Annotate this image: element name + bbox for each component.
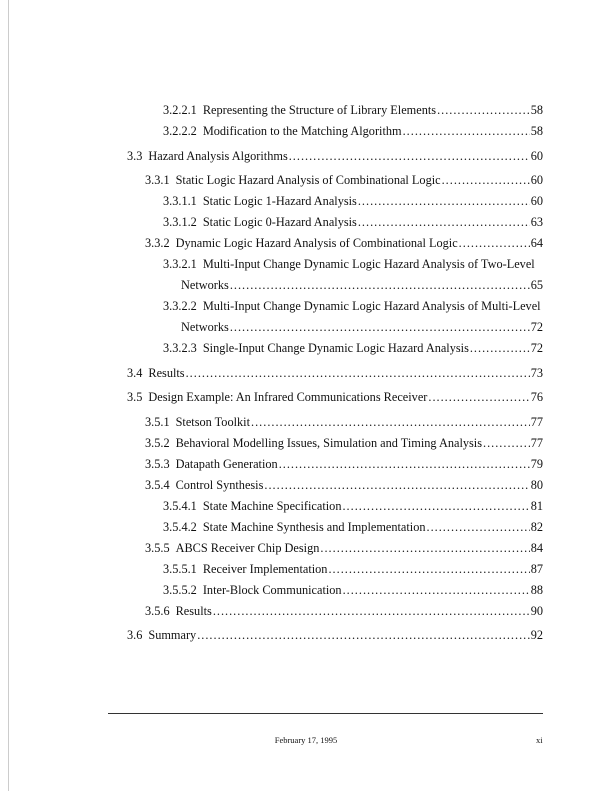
toc-entry-title: Dynamic Logic Hazard Analysis of Combinational Logic [175,236,458,250]
toc-entry-title: Receiver Implementation [202,561,328,576]
toc-entry [127,233,543,254]
dot-leader [264,475,529,496]
dot-leader [328,559,529,580]
toc-entry-page: 58 [530,103,543,117]
toc-entry [127,100,543,121]
toc-entry-page: 90 [530,603,543,618]
toc-entry-number: 3.3.1 [145,173,170,187]
dot-leader [342,496,529,517]
dot-leader [289,146,530,167]
toc-entry [127,191,543,212]
toc-entry-page: 80 [530,477,543,492]
toc-entry-title: Static Logic Hazard Analysis of Combinational Logic [175,173,441,187]
dot-leader [442,170,530,191]
dot-leader [320,538,529,559]
dot-leader [358,191,530,212]
toc-entry [127,121,543,142]
toc-entry-title: State Machine Synthesis and Implementation [202,519,426,534]
toc-entry-number: 3.2.2.2 [163,124,197,138]
toc-entry-number: 3.5.4 [145,477,170,492]
toc-entry-page: 60 [530,194,543,208]
toc-entry-title: Summary [148,628,197,642]
toc-entry [127,212,543,233]
toc-entry-number: 3.3.2.1 [163,257,197,271]
dot-leader [428,387,529,408]
toc-entry-title: Control Synthesis [175,477,264,492]
toc-entry-number: 3.2.2.1 [163,103,197,117]
dot-leader [251,412,530,433]
table-of-contents [127,100,543,650]
toc-entry [127,363,543,384]
toc-entry-page: 79 [530,456,543,471]
dot-leader [459,233,530,254]
footer-date: February 17, 1995 [274,735,338,745]
toc-entry-number: 3.3.1.2 [163,215,197,229]
dot-leader [230,317,530,338]
toc-entry-number: 3.5 [127,390,143,404]
toc-entry [127,580,543,601]
toc-entry [127,317,543,338]
toc-entry-page: 72 [530,320,543,334]
toc-entry [127,517,543,538]
toc-entry-page: 88 [530,582,543,597]
toc-entry-title: State Machine Specification [202,498,342,513]
toc-entry-page: 58 [530,124,543,138]
toc-entry [127,601,543,622]
toc-entry-number: 3.5.3 [145,456,170,471]
toc-entry-page: 77 [530,414,543,429]
toc-entry-title: Results [148,365,185,380]
toc-entry-number: 3.5.5 [145,540,170,555]
dot-leader [197,625,530,646]
toc-entry [127,454,543,475]
toc-entry [127,275,543,296]
toc-entry-number: 3.3.2.2 [163,299,197,313]
toc-entry-number: 3.3 [127,148,143,163]
dot-leader [279,454,530,475]
toc-entry-page: 84 [530,540,543,555]
toc-entry [127,170,543,191]
toc-entry-title: Design Example: An Infrared Communications Receiver [148,390,428,404]
dot-leader [358,212,530,233]
toc-entry [127,625,543,646]
toc-entry [127,387,543,408]
toc-entry [127,433,543,454]
toc-entry-page: 73 [530,365,543,380]
toc-entry-title: Inter-Block Communication [202,582,342,597]
dot-leader [483,433,530,454]
toc-entry [127,496,543,517]
toc-entry-number: 3.5.5.1 [163,561,197,576]
toc-entry-page: 60 [530,148,543,163]
toc-entry-title: Modification to the Matching Algorithm [202,124,402,138]
toc-entry-page: 60 [530,173,543,187]
toc-entry [127,338,543,359]
footer-rule [108,713,543,714]
toc-entry [127,146,543,167]
toc-entry [127,254,543,275]
toc-entry-number: 3.3.2.3 [163,341,197,355]
toc-entry-number: 3.5.2 [145,435,170,450]
toc-entry-page: 77 [530,435,543,450]
toc-entry-number: 3.3.1.1 [163,194,197,208]
toc-entry-number: 3.5.4.2 [163,519,197,534]
toc-entry-title: ABCS Receiver Chip Design [175,540,320,555]
toc-entry [127,296,543,317]
toc-entry-title: Networks [181,320,229,334]
scan-edge [8,0,9,791]
toc-entry-title: Multi-Input Change Dynamic Logic Hazard Analysis of Multi-Level [202,299,541,313]
toc-entry-page: 81 [530,498,543,513]
dot-leader [470,338,530,359]
toc-entry [127,538,543,559]
toc-entry-title: Behavioral Modelling Issues, Simulation and Timing Analysis [175,435,482,450]
toc-entry-title: Networks [181,278,229,292]
toc-entry-page: 63 [530,215,543,229]
toc-entry-title: Representing the Structure of Library Elements [202,103,437,117]
toc-entry-number: 3.4 [127,365,143,380]
toc-entry-title: Static Logic 0-Hazard Analysis [202,215,357,229]
dot-leader [186,363,530,384]
toc-entry-page: 76 [530,390,543,404]
dot-leader [427,517,530,538]
toc-entry-title: Single-Input Change Dynamic Logic Hazard Analysis [202,341,469,355]
toc-entry-number: 3.6 [127,628,143,642]
toc-entry [127,559,543,580]
toc-entry-page: 64 [530,236,543,250]
dot-leader [230,275,530,296]
toc-entry-number: 3.5.5.2 [163,582,197,597]
toc-entry [127,475,543,496]
toc-entry [127,412,543,433]
dot-leader [213,601,530,622]
toc-entry-title: Hazard Analysis Algorithms [148,148,288,163]
dot-leader [403,121,530,142]
toc-entry-number: 3.5.4.1 [163,498,197,513]
toc-entry-page: 87 [530,561,543,576]
toc-entry-page: 72 [530,341,543,355]
toc-entry-number: 3.3.2 [145,236,170,250]
toc-entry-page: 65 [530,278,543,292]
toc-entry-number: 3.5.1 [145,414,170,429]
toc-entry-title: Results [175,603,212,618]
toc-entry-title: Stetson Toolkit [175,414,251,429]
toc-entry-title: Static Logic 1-Hazard Analysis [202,194,357,208]
page-number: xi [536,735,543,745]
toc-entry-title: Multi-Input Change Dynamic Logic Hazard Analysis of Two-Level [202,257,535,271]
toc-entry-page: 92 [530,628,543,642]
toc-entry-number: 3.5.6 [145,603,170,618]
dot-leader [437,100,530,121]
dot-leader [343,580,530,601]
toc-entry-title: Datapath Generation [175,456,278,471]
toc-entry-page: 82 [530,519,543,534]
